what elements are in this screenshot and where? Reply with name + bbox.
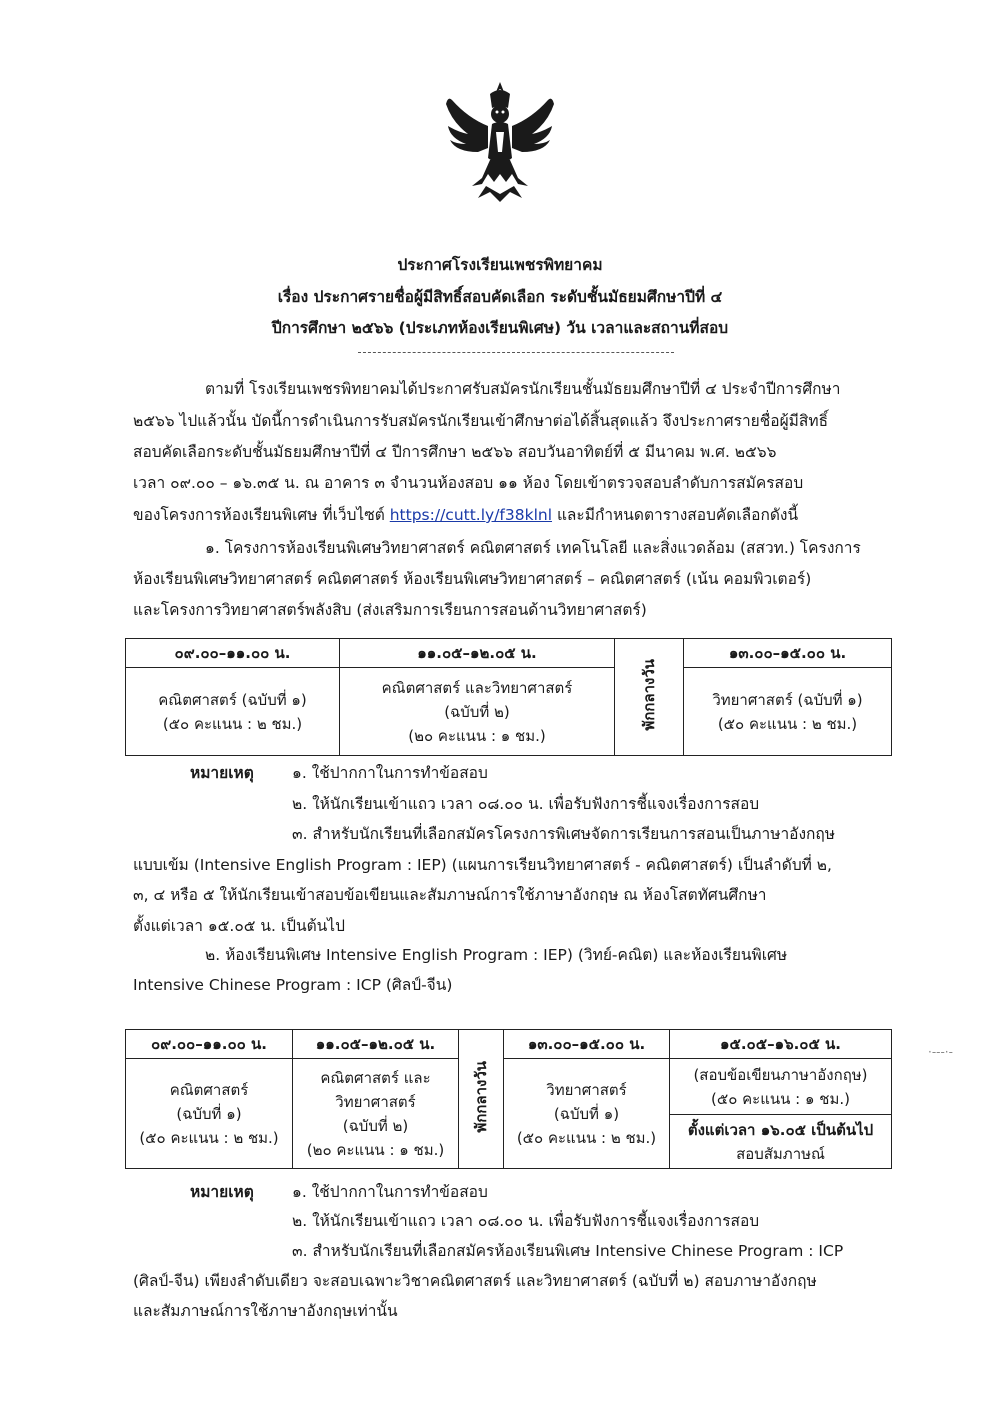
section1-heading: ๑. โครงการห้องเรียนพิเศษวิทยาศาสตร์ คณิตศาสตร์ เทคโนโลยี และสิ่งแวดล้อม (สสวท.) โครงการ	[205, 539, 861, 557]
section2-heading: Intensive Chinese Program : ICP (ศิลป์-จีน)	[133, 976, 453, 994]
remark-item: ๑. ใช้ปากกาในการทำข้อสอบ	[292, 764, 488, 782]
exam-cell	[340, 668, 615, 756]
exam-score: (๕๐ คะแนน : ๒ ชม.)	[717, 714, 858, 733]
section2-heading: ๒. ห้องเรียนพิเศษ Intensive English Program : IEP) (วิทย์-คณิต) และห้องเรียนพิเศษ	[205, 946, 788, 964]
exam-score: (๕๐ คะแนน : ๒ ชม.)	[162, 714, 303, 733]
english-written-exam-cell	[670, 1059, 892, 1115]
exam-subject: คณิตศาสตร์ และวิทยาศาสตร์	[381, 678, 573, 697]
exam-subject: คณิตศาสตร์ และ	[320, 1068, 431, 1087]
remark-item: ๓. สำหรับนักเรียนที่เลือกสมัครโครงการพิเศษจัดการเรียนการสอนเป็นภาษาอังกฤษ	[292, 825, 836, 843]
announcement-title: ประกาศโรงเรียนเพชรพิทยาคม	[397, 256, 603, 274]
remark-label: หมายเหตุ	[190, 764, 254, 782]
remark-item: ๒. ให้นักเรียนเข้าแถว เวลา ๐๘.๐๐ น. เพื่อรับฟังการชี้แจงเรื่องการสอบ	[292, 1212, 760, 1230]
announcement-subject: เรื่อง ประกาศรายชื่อผู้มีสิทธิ์สอบคัดเลือก ระดับชั้นมัธยมศึกษาปีที่ ๔	[277, 288, 723, 306]
exam-paper: (ฉบับที่ ๑)	[176, 1104, 242, 1123]
time-header: ๑๑.๐๕–๑๒.๐๕ น.	[293, 1030, 459, 1059]
exam-paper: (ฉบับที่ ๒)	[342, 1116, 409, 1135]
intro-text: ของโครงการห้องเรียนพิเศษ ที่เว็บไซต์	[133, 506, 390, 524]
exam-paper: (ฉบับที่ ๑)	[553, 1104, 620, 1123]
intro-line: สอบคัดเลือกระดับชั้นมัธยมศึกษาปีที่ ๔ ปีการศึกษา ๒๕๖๖ สอบวันอาทิตย์ที่ ๕ มีนาคม พ.ศ. ๒๕๖๖	[133, 443, 777, 461]
exam-subject: วิทยาศาสตร์	[335, 1092, 416, 1111]
exam-cell	[504, 1059, 670, 1169]
interview-cell	[670, 1115, 892, 1169]
remark-item: และสัมภาษณ์การใช้ภาษาอังกฤษเท่านั้น	[133, 1302, 398, 1320]
lunch-break-cell	[459, 1030, 504, 1169]
remark-item: ๒. ให้นักเรียนเข้าแถว เวลา ๐๘.๐๐ น. เพื่อรับฟังการชี้แจงเรื่องการสอบ	[292, 795, 760, 813]
lunch-break-label: พักกลางวัน	[472, 1061, 490, 1133]
exam-score: (๕๐ คะแนน : ๑ ชม.)	[711, 1089, 850, 1108]
exam-score: (๒๐ คะแนน : ๑ ชม.)	[408, 726, 546, 745]
exam-cell	[293, 1059, 459, 1169]
scan-margin-mark: ·---·-	[928, 1045, 953, 1059]
intro-text: และมีกำหนดตารางสอบคัดเลือกดังนี้	[552, 506, 799, 524]
garuda-emblem-icon	[438, 78, 562, 206]
time-header: ๐๙.๐๐–๑๑.๐๐ น.	[126, 639, 340, 668]
exam-score: (๕๐ คะแนน : ๒ ชม.)	[139, 1128, 279, 1147]
time-header: ๑๓.๐๐–๑๕.๐๐ น.	[504, 1030, 670, 1059]
lunch-break-label: พักกลางวัน	[640, 659, 658, 731]
time-header: ๑๑.๐๕–๑๒.๐๕ น.	[340, 639, 615, 668]
title-divider	[358, 352, 674, 353]
interview-time: ตั้งแต่เวลา ๑๖.๐๕ เป็นต้นไป	[687, 1120, 874, 1139]
remark-item: ตั้งแต่เวลา ๑๕.๐๕ น. เป็นต้นไป	[133, 917, 345, 935]
exam-cell	[126, 1059, 293, 1169]
exam-subject: (สอบข้อเขียนภาษาอังกฤษ)	[693, 1065, 868, 1084]
exam-score: (๒๐ คะแนน : ๑ ชม.)	[306, 1140, 445, 1159]
exam-score: (๕๐ คะแนน : ๒ ชม.)	[516, 1128, 657, 1147]
time-header: ๑๕.๐๕–๑๖.๐๕ น.	[670, 1030, 892, 1059]
remark-label: หมายเหตุ	[190, 1183, 254, 1201]
remark-item: ๑. ใช้ปากกาในการทำข้อสอบ	[292, 1183, 488, 1201]
lunch-break-cell	[615, 639, 684, 756]
exam-cell	[126, 668, 340, 756]
exam-cell	[684, 668, 892, 756]
interview-label: สอบสัมภาษณ์	[736, 1144, 825, 1163]
exam-subject: คณิตศาสตร์	[169, 1080, 249, 1099]
announcement-subject-line2: ปีการศึกษา ๒๕๖๖ (ประเภทห้องเรียนพิเศษ) วัน เวลาและสถานที่สอบ	[271, 319, 729, 337]
intro-line: ตามที่ โรงเรียนเพชรพิทยาคมได้ประกาศรับสมัครนักเรียนชั้นมัธยมศึกษาปีที่ ๔ ประจำปีการศึกษา	[205, 380, 841, 398]
remark-item: (ศิลป์-จีน) เพียงลำดับเดียว จะสอบเฉพาะวิชาคณิตศาสตร์ และวิทยาศาสตร์ (ฉบับที่ ๒) สอบภาษาอังกฤษ	[133, 1272, 817, 1290]
exam-subject: วิทยาศาสตร์ (ฉบับที่ ๑)	[712, 690, 863, 709]
exam-subject: คณิตศาสตร์ (ฉบับที่ ๑)	[158, 690, 307, 709]
intro-line: เวลา ๐๙.๐๐ – ๑๖.๓๕ น. ณ อาคาร ๓ จำนวนห้องสอบ ๑๑ ห้อง โดยเข้าตรวจสอบลำดับการสมัครสอบ	[133, 474, 804, 492]
exam-paper: (ฉบับที่ ๒)	[444, 702, 510, 721]
exam-subject: วิทยาศาสตร์	[546, 1080, 627, 1099]
remark-item: ๓, ๔ หรือ ๕ ให้นักเรียนเข้าสอบข้อเขียนและสัมภาษณ์การใช้ภาษาอังกฤษ ณ ห้องโสตทัศนศึกษา	[133, 886, 767, 904]
intro-line-with-link	[133, 500, 798, 531]
time-header: ๑๓.๐๐–๑๕.๐๐ น.	[684, 639, 892, 668]
section1-heading: ห้องเรียนพิเศษวิทยาศาสตร์ คณิตศาสตร์ ห้องเรียนพิเศษวิทยาศาสตร์ – คณิตศาสตร์ (เน้น คอมพิวเตอร์)	[133, 570, 812, 588]
remark-item: ๓. สำหรับนักเรียนที่เลือกสมัครห้องเรียนพิเศษ Intensive Chinese Program : ICP	[292, 1242, 844, 1260]
time-header: ๐๙.๐๐–๑๑.๐๐ น.	[126, 1030, 293, 1059]
registration-link[interactable]: https://cutt.ly/f38klnl	[389, 506, 553, 524]
schedule-table-2	[125, 1029, 892, 1169]
remark-item: แบบเข้ม (Intensive English Program : IEP) (แผนการเรียนวิทยาศาสตร์ - คณิตศาสตร์) เป็นลำดับที่ ๒,	[133, 856, 832, 874]
section1-heading: และโครงการวิทยาศาสตร์พลังสิบ (ส่งเสริมการเรียนการสอนด้านวิทยาศาสตร์)	[133, 601, 647, 619]
intro-line: ๒๕๖๖ ไปแล้วนั้น บัดนี้การดำเนินการรับสมัครนักเรียนเข้าศึกษาต่อได้สิ้นสุดแล้ว จึงประกาศรายชื่อผู้มีสิทธิ์	[133, 412, 829, 430]
schedule-table-1	[125, 638, 892, 756]
